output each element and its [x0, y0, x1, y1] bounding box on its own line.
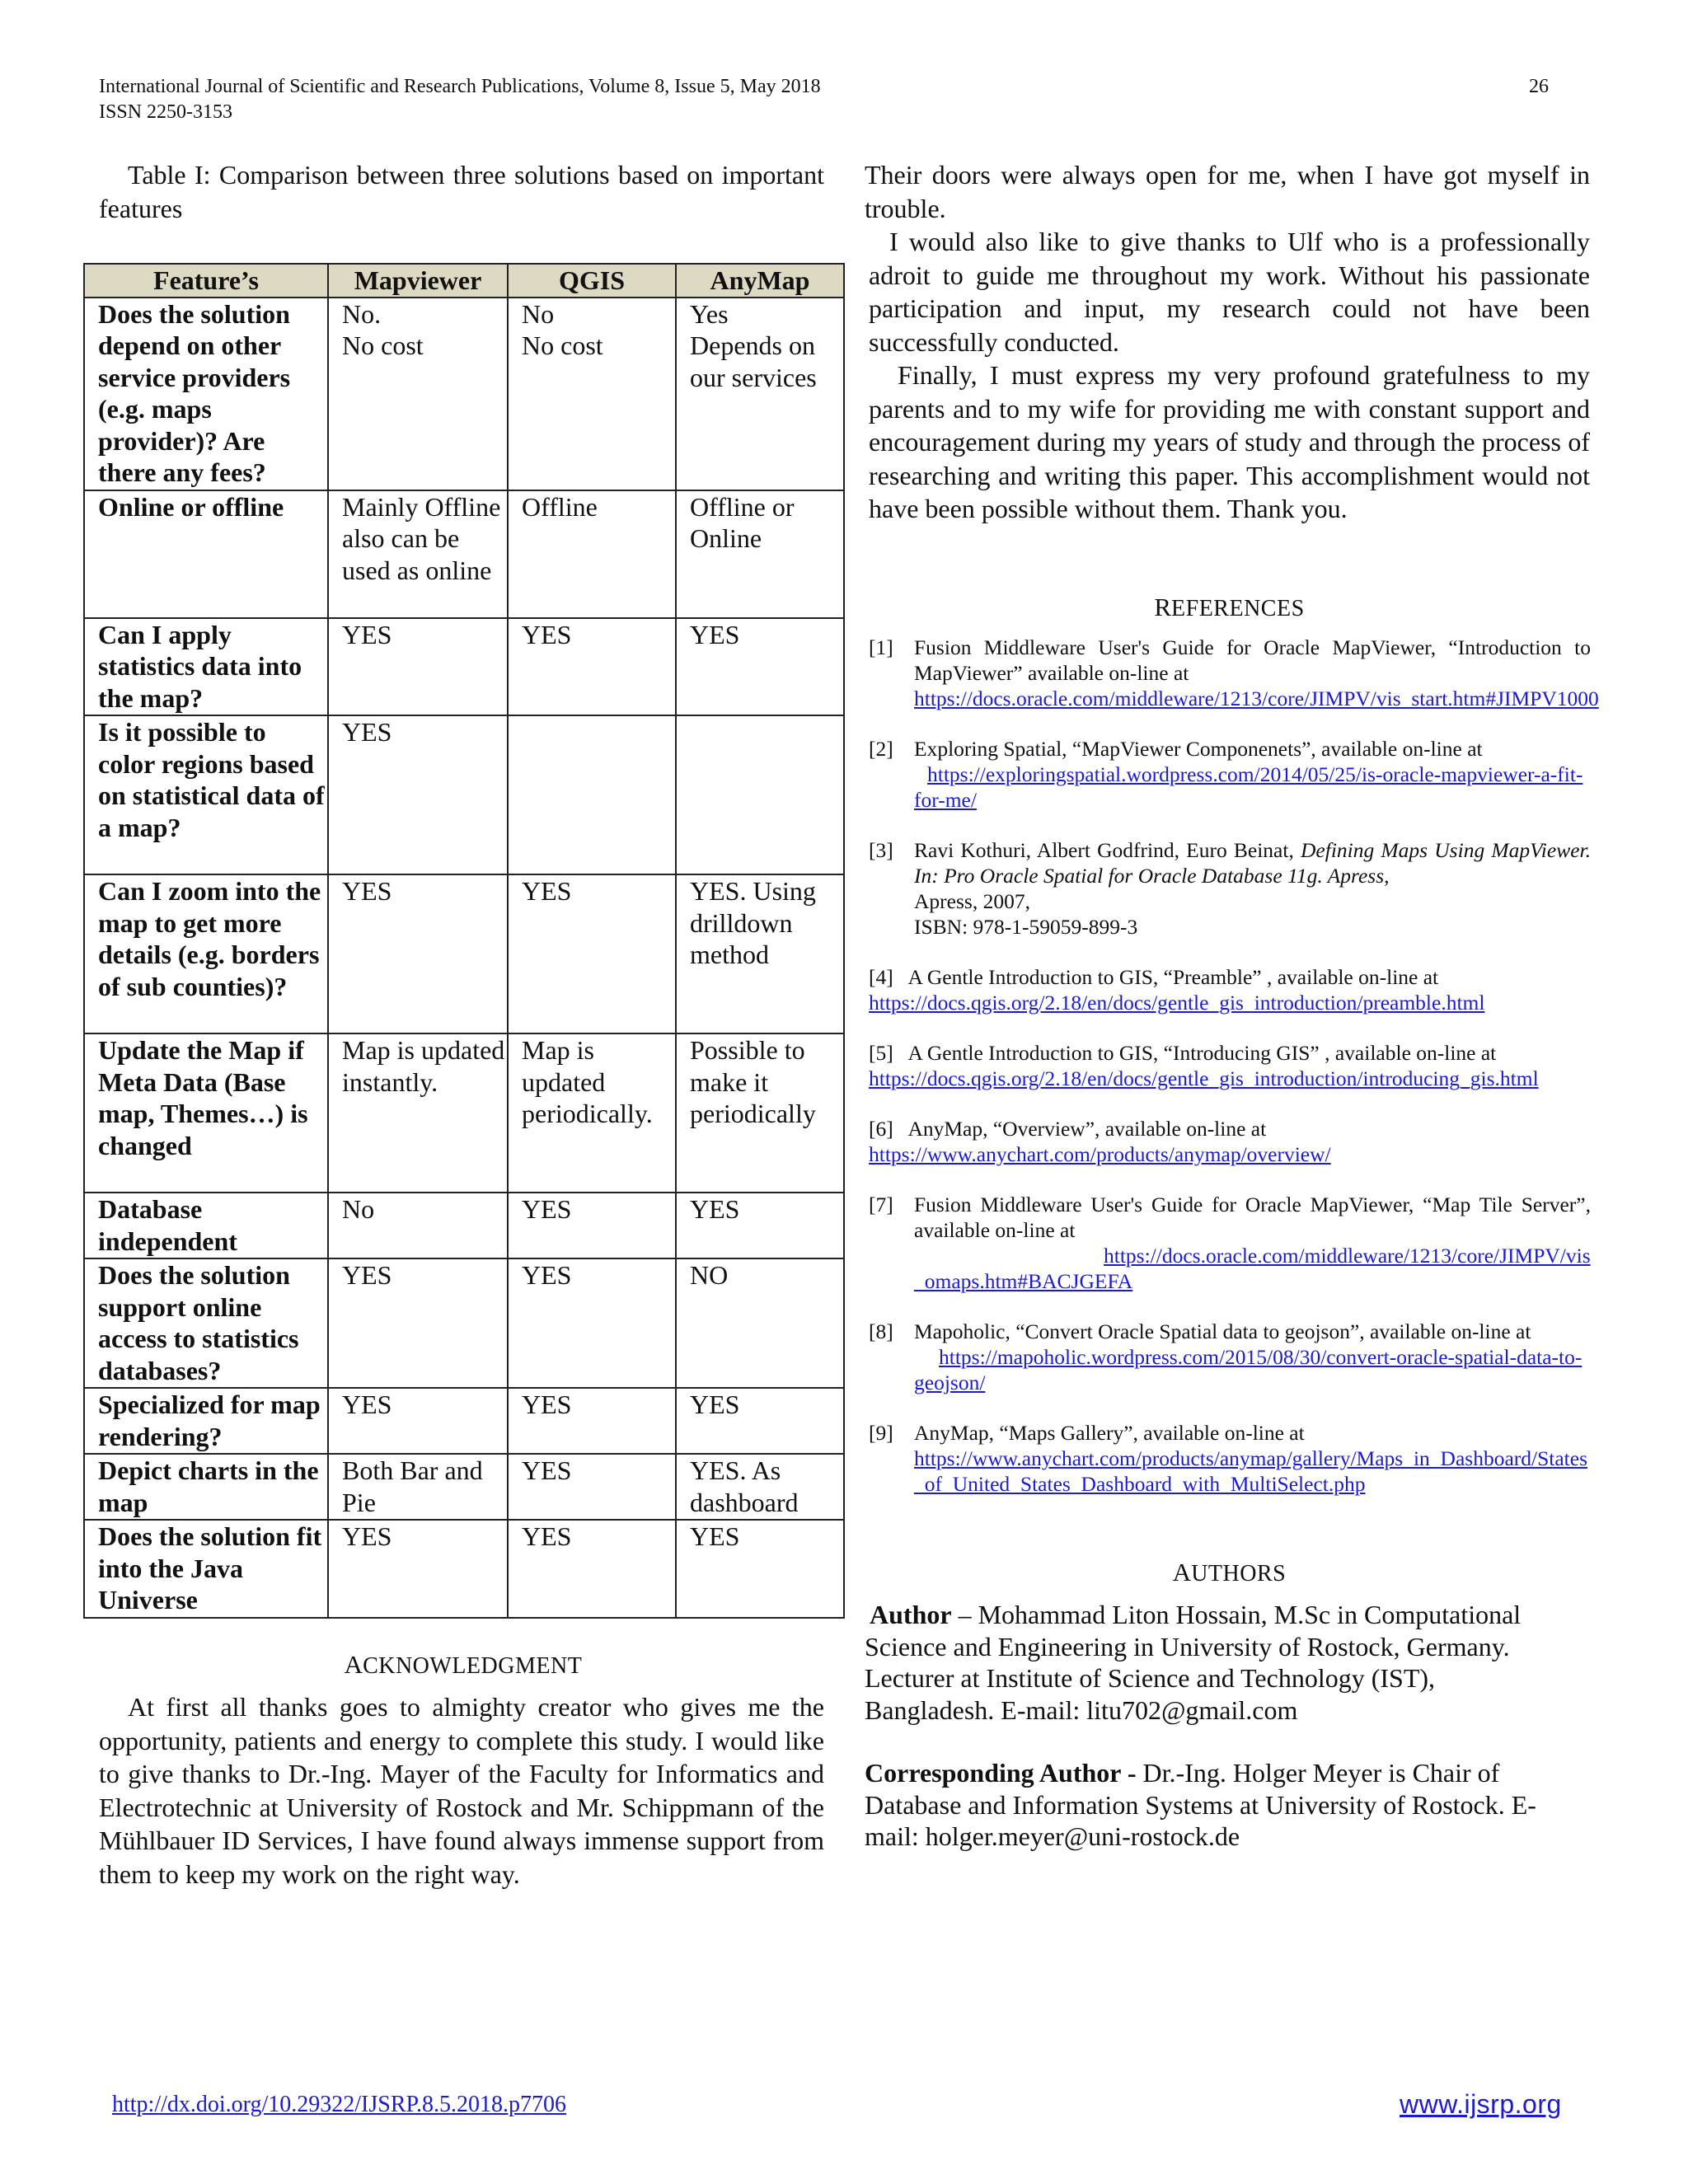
acknowledgment-paragraph: At first all thanks goes to almighty creator who gives me the opportunity, patients and energy to complete this study. I would like to give thanks to Dr.-Ing. Mayer of the Faculty for Informatics and Electrotechnic at University of Rostock and Mr. Schippmann of the Mühlbauer ID Services, I have found always immense support from them to keep my work on the right way. [99, 1692, 824, 1889]
authors-heading [869, 1558, 1590, 1587]
reference-item [869, 1420, 1591, 1497]
reference-text: Mapoholic, “Convert Oracle Spatial data to geojson”, available on-line at [914, 1319, 1531, 1343]
mapviewer-cell: YES [328, 618, 508, 716]
feature-cell: Specialized for map rendering? [84, 1388, 328, 1454]
reference-link[interactable] [914, 686, 1599, 711]
doi-link[interactable]: http://dx.doi.org/10.29322/IJSRP.8.5.2018.p7706 [112, 2092, 566, 2117]
heading-rest: UTHORS [1191, 1561, 1287, 1586]
journal-website-link[interactable]: www.ijsrp.org [1400, 2089, 1562, 2119]
author-entry [865, 1599, 1561, 1726]
reference-item [869, 1040, 1591, 1091]
corresponding-author-label: Corresponding Author - [865, 1758, 1143, 1788]
acknowledgment-final-paragraph: Finally, I must express my very profound gratefulness to my parents and to my wife for providing me with constant support and encouragement during my years of study and through the process of researching and writing this paper. This accomplishment would not have been possible without them. Thank you. [869, 360, 1590, 523]
reference-link[interactable]: https://mapoholic.wordpress.com/2015/08/30/convert-oracle-spatial-data-to-geojson/ [914, 1345, 1582, 1394]
feature-cell: Online or offline [84, 490, 328, 618]
author-label: Author [870, 1600, 952, 1629]
reference-item [869, 1319, 1591, 1395]
reference-text: Exploring Spatial, “MapViewer Componenets”, available on-line at [914, 737, 1483, 761]
mapviewer-cell: YES [328, 1520, 508, 1618]
reference-number: [1] [869, 635, 893, 659]
table-row [84, 1454, 844, 1520]
reference-url: https://docs.oracle.com/middleware/1213/core/JIMPV/vis_start.htm#JIMPV1000 [914, 687, 1599, 710]
qgis-cell: YES [508, 1454, 676, 1520]
reference-text: Fusion Middleware User's Guide for Oracle MapViewer, “Map Tile Server”, available on-line at [914, 1193, 1591, 1242]
reference-text: A Gentle Introduction to GIS, “Preamble” , available on-line at [907, 965, 1439, 989]
feature-cell: Can I zoom into the map to get more details (e.g. borders of sub counties)? [84, 874, 328, 1033]
column-header: Feature’s [84, 264, 328, 298]
issn: ISSN 2250-3153 [99, 101, 233, 123]
qgis-cell: Offline [508, 490, 676, 618]
reference-item [869, 1116, 1591, 1167]
feature-cell: Is it possible to color regions based on statistical data of a map? [84, 715, 328, 874]
qgis-cell: No No cost [508, 298, 676, 490]
mapviewer-cell: YES [328, 1388, 508, 1454]
reference-text: AnyMap, “Maps Gallery”, available on-line at [914, 1421, 1305, 1445]
reference-isbn: ISBN: 978-1-59059-899-3 [914, 915, 1138, 939]
mapviewer-cell: YES [328, 874, 508, 1033]
column-header: Mapviewer [328, 264, 508, 298]
qgis-cell: YES [508, 1193, 676, 1258]
reference-item [869, 837, 1591, 940]
references-heading [869, 593, 1590, 622]
acknowledgment-heading [83, 1650, 843, 1680]
feature-cell: Can I apply statistics data into the map? [84, 618, 328, 716]
reference-text: A Gentle Introduction to GIS, “Introducing GIS” , available on-line at [907, 1041, 1497, 1065]
feature-cell: Does the solution fit into the Java Universe [84, 1520, 328, 1618]
reference-item [869, 964, 1591, 1015]
qgis-cell: YES [508, 618, 676, 716]
anymap-cell: YES. Using drilldown method [676, 874, 844, 1033]
reference-number: [7] [869, 1193, 893, 1216]
reference-link[interactable]: https://exploringspatial.wordpress.com/2014/05/25/is-oracle-mapviewer-a-fit-for-me/ [914, 762, 1583, 812]
mapviewer-cell: Both Bar and Pie [328, 1454, 508, 1520]
page-number: 26 [1529, 76, 1549, 97]
qgis-cell: YES [508, 874, 676, 1033]
mapviewer-cell: Map is updated instantly. [328, 1033, 508, 1193]
reference-link[interactable]: https://docs.qgis.org/2.18/en/docs/gentle_gis_introduction/preamble.html [869, 991, 1485, 1015]
qgis-cell: YES [508, 1388, 676, 1454]
reference-number: [4] [869, 965, 893, 989]
qgis-cell [508, 715, 676, 874]
reference-number: [2] [869, 737, 893, 761]
reference-authors: Ravi Kothuri, Albert Godfrind, Euro Beinat, [914, 838, 1301, 862]
table-row [84, 618, 844, 716]
anymap-cell: YES [676, 618, 844, 716]
feature-cell: Does the solution support online access to statistics databases? [84, 1258, 328, 1388]
reference-link[interactable]: https://docs.qgis.org/2.18/en/docs/gentle_gis_introduction/introducing_gis.html [869, 1066, 1539, 1090]
heading-initial: R [1154, 593, 1172, 621]
mapviewer-cell: Mainly Offline also can be used as online [328, 490, 508, 618]
anymap-cell: YES [676, 1388, 844, 1454]
heading-rest: EFERENCES [1171, 596, 1305, 621]
feature-cell: Update the Map if Meta Data (Base map, Themes…) is changed [84, 1033, 328, 1193]
corresponding-author-entry [865, 1757, 1561, 1853]
reference-number: [9] [869, 1421, 893, 1445]
journal-header [99, 74, 821, 125]
table-row [84, 874, 844, 1033]
table-row [84, 298, 844, 490]
anymap-cell: YES [676, 1520, 844, 1618]
reference-number: [8] [869, 1319, 893, 1343]
qgis-cell: Map is updated periodically. [508, 1033, 676, 1193]
table-row [84, 1193, 844, 1258]
anymap-cell: YES. As dashboard [676, 1454, 844, 1520]
anymap-cell [676, 715, 844, 874]
reference-number: [5] [869, 1041, 893, 1065]
table-caption: Table I: Comparison between three solutions based on important features [99, 160, 824, 223]
comparison-table [83, 263, 845, 1619]
feature-cell: Database independent [84, 1193, 328, 1258]
reference-link[interactable]: https://docs.oracle.com/middleware/1213/core/JIMPV/vis_omaps.htm#BACJGEFA [914, 1244, 1591, 1293]
table-row [84, 490, 844, 618]
column-header: AnyMap [676, 264, 844, 298]
reference-item [869, 736, 1591, 813]
feature-cell: Depict charts in the map [84, 1454, 328, 1520]
reference-item [869, 1192, 1591, 1294]
anymap-cell: NO [676, 1258, 844, 1388]
reference-text: AnyMap, “Overview”, available on-line at [907, 1117, 1267, 1141]
acknowledgment-continuation: Their doors were always open for me, when I have got myself in trouble. [865, 160, 1590, 223]
journal-title: International Journal of Scientific and Research Publications, Volume 8, Issue 5, May 2018 [99, 76, 821, 97]
reference-link[interactable]: https://www.anychart.com/products/anymap/overview/ [869, 1142, 1331, 1166]
anymap-cell: Yes Depends on our services [676, 298, 844, 490]
mapviewer-cell: No [328, 1193, 508, 1258]
reference-number: [6] [869, 1117, 893, 1141]
qgis-cell: YES [508, 1520, 676, 1618]
mapviewer-cell: YES [328, 715, 508, 874]
table-row [84, 1388, 844, 1454]
heading-initial: A [344, 1650, 363, 1679]
table-row [84, 1520, 844, 1618]
anymap-cell: YES [676, 1193, 844, 1258]
feature-cell: Does the solution depend on other service providers (e.g. maps provider)? Are there any fees? [84, 298, 328, 490]
table-row [84, 1033, 844, 1193]
table-row [84, 715, 844, 874]
column-header: QGIS [508, 264, 676, 298]
reference-publisher: Apress, 2007, [914, 889, 1030, 913]
anymap-cell: Offline or Online [676, 490, 844, 618]
reference-link[interactable]: https://www.anychart.com/products/anymap/gallery/Maps_in_Dashboard/States_of_United_States_Dashboard_with_MultiSelect.php [914, 1446, 1588, 1496]
reference-item [869, 635, 1599, 711]
acknowledgment-ulf-paragraph: I would also like to give thanks to Ulf who is a professionally adroit to guide me throughout my work. Without his passionate participation and input, my research could not have been successfully conducted. [869, 227, 1590, 357]
table-row [84, 1258, 844, 1388]
anymap-cell: Possible to make it periodically [676, 1033, 844, 1193]
heading-rest: CKNOWLEDGMENT [363, 1653, 583, 1679]
table-body [84, 298, 844, 1618]
heading-initial: A [1172, 1558, 1192, 1586]
mapviewer-cell: No. No cost [328, 298, 508, 490]
mapviewer-cell: YES [328, 1258, 508, 1388]
table-header-row [84, 264, 844, 298]
qgis-cell: YES [508, 1258, 676, 1388]
reference-title: Defining Maps Using MapViewer. In: Pro Oracle Spatial for Oracle Database 11g. Apress, [914, 838, 1591, 888]
reference-text: Fusion Middleware User's Guide for Oracle MapViewer, “Introduction to MapViewer” available on-line at [914, 635, 1591, 685]
corresponding-author-details: Dr.-Ing. Holger Meyer is Chair of Database and Information Systems at University of Rostock. E-mail: holger.meyer@uni-rostock.de [865, 1758, 1536, 1851]
reference-number: [3] [869, 838, 893, 862]
author-details: – Mohammad Liton Hossain, M.Sc in Computational Science and Engineering in University of Rostock, Germany. Lecturer at Institute of Science and Technology (IST), Bangladesh. E-mail: litu702@gmail.com [865, 1600, 1522, 1725]
